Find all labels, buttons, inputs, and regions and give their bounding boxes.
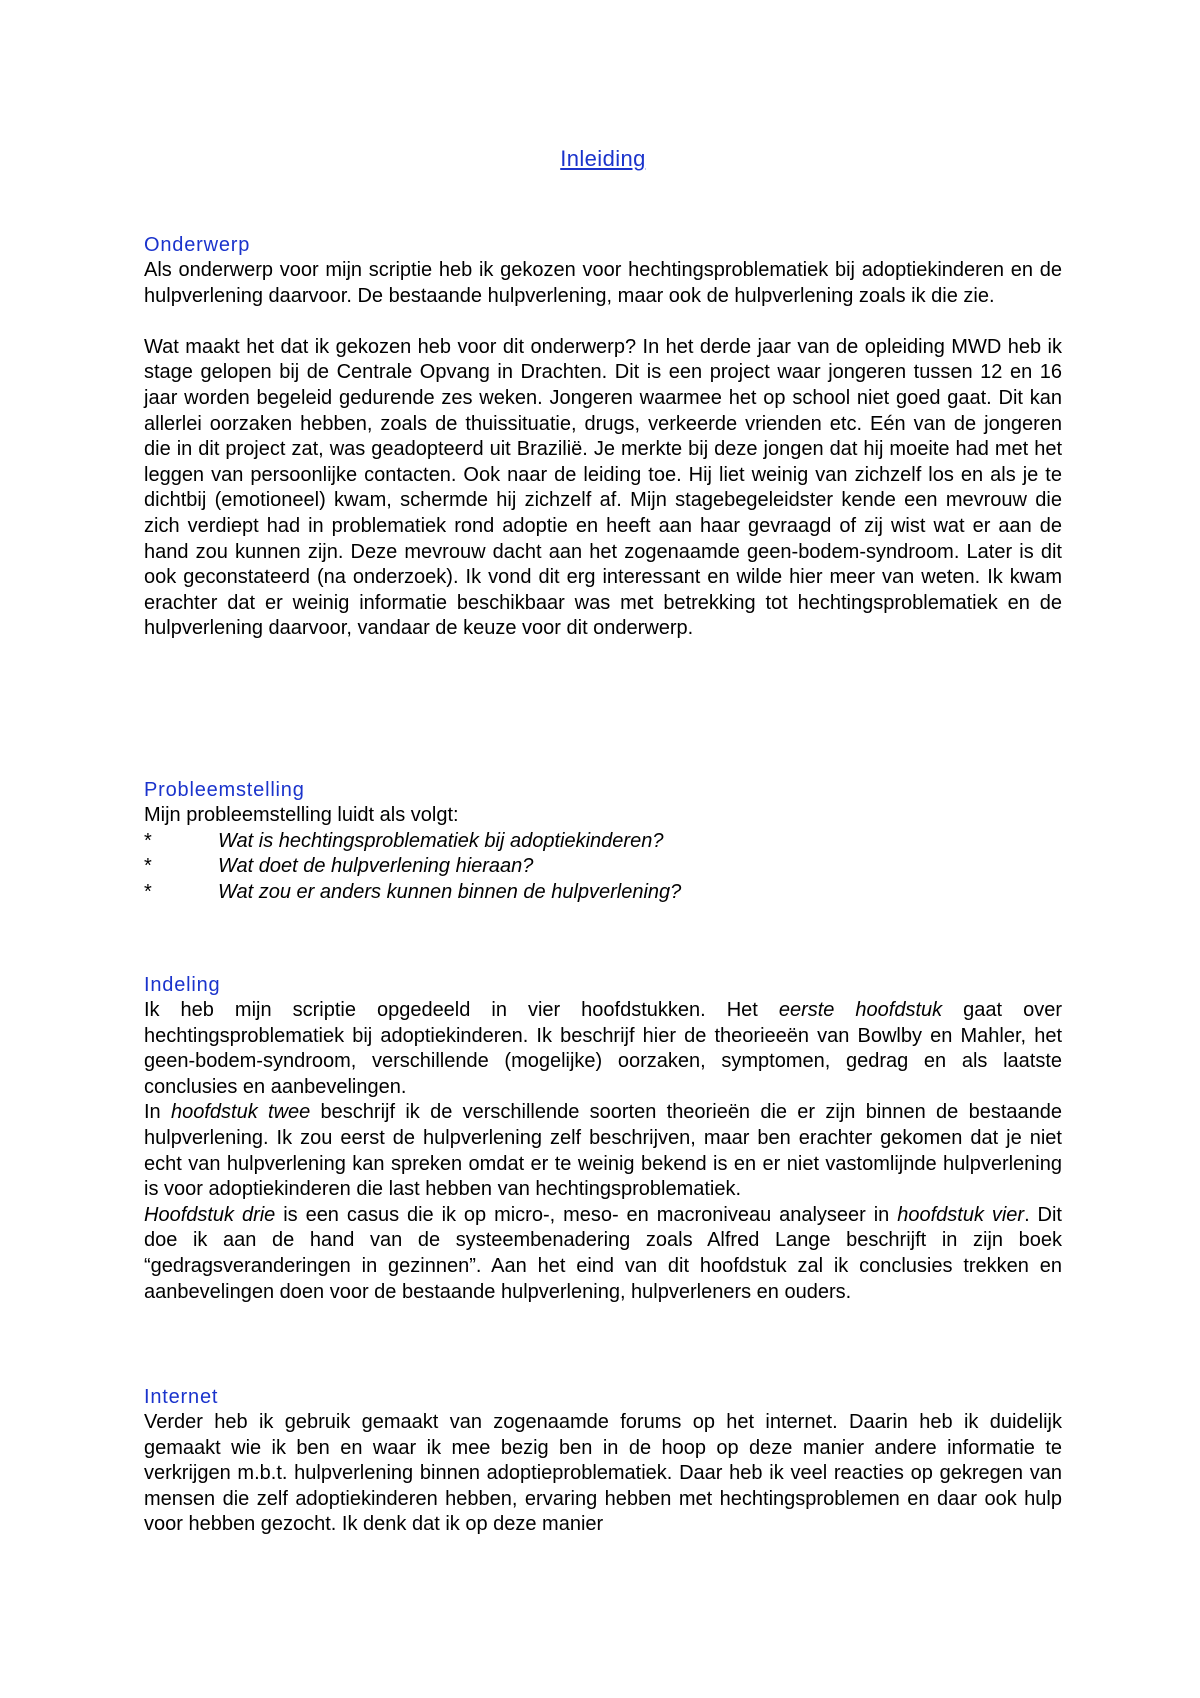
onderwerp-paragraph-2: Wat maakt het dat ik gekozen heb voor dit onderwerp? In het derde jaar van de opleiding MWD heb ik stage gelopen bij de Centrale Opvang in Drachten. Dit is een project waar jongeren tussen 12 en 16 jaar worden begeleid gedurende zes weken. Jongeren waarmee het op school niet goed gaat. Dit kan allerlei oorzaken hebben, zoals de thuissituatie, drugs, verkeerde vrienden etc. Eén van de jongeren die in dit project zat, was geadopteerd uit Brazilië. Je merkte bij deze jongen dat hij moeite had met het leggen van persoonlijke contacten. Ook naar de leiding toe. Hij liet weinig van zichzelf los en als je te dichtbij (emotioneel) kwam, schermde hij zichzelf af. Mijn stagebegeleidster kende een mevrouw die zich verdiept had in problematiek rond adoptie en heeft aan haar gevraagd of zij wist wat er aan de hand zou kunnen zijn. Deze mevrouw dacht aan het zogenaamde geen-bodem-syndroom. Later is dit ook geconstateerd (na onderzoek). Ik vond dit erg interessant en wilde hier meer van weten. Ik kwam erachter dat er weinig informatie beschikbaar was met betrekking tot hechtingsproblematiek en de hulpverlening daarvoor, vandaar de keuze voor dit onderwerp. [144, 335, 1062, 640]
list-item [144, 880, 1062, 906]
indeling-paragraph-1 [144, 998, 1062, 1100]
indeling-paragraph-2 [144, 1100, 1062, 1202]
text-run: is een casus die ik op micro-, meso- en macroniveau analyseer in [275, 1203, 898, 1226]
heading-onderwerp: Onderwerp [144, 234, 251, 256]
page-title: Inleiding [560, 146, 646, 171]
list-item-text: Wat zou er anders kunnen binnen de hulpverlening? [218, 880, 682, 903]
section-onderwerp [144, 233, 1062, 642]
emphasis-text: Hoofdstuk drie [144, 1203, 276, 1226]
emphasis-text: hoofdstuk vier [897, 1203, 1025, 1226]
onderwerp-paragraph-1: Als onderwerp voor mijn scriptie heb ik gekozen voor hechtingsproblematiek bij adoptiekinderen en de hulpverlening daarvoor. De bestaande hulpverlening, maar ook de hulpverlening zoals ik die zie. [144, 259, 1062, 307]
section-indeling [144, 973, 1062, 1305]
list-item [144, 829, 1062, 855]
list-item-text: Wat doet de hulpverlening hieraan? [218, 855, 534, 878]
internet-paragraph-1: Verder heb ik gebruik gemaakt van zogenaamde forums op het internet. Daarin heb ik duidelijk gemaakt wie ik ben en waar ik mee bezig ben in de hoop op deze manier andere informatie te verkrijgen m.b.t. hulpverlening binnen adoptieproblematiek. Daar heb ik veel reacties op gekregen van mensen die zelf adoptiekinderen hebben, ervaring hebben met hechtingsproblemen en daar ook hulp voor hebben gezocht. Ik denk dat ik op deze manier [144, 1411, 1062, 1536]
section-probleemstelling [144, 778, 1062, 905]
text-run: beschrijf ik de verschillende soorten theorieën die er zijn binnen de bestaande hulpverlening. Ik zou eerst de hulpverlening zelf beschrijven, maar ben erachter gekomen dat je niet echt van hulpverlening kan spreken omdat er te weinig bekend is en er niet vastomlijnde hulpverlening is voor adoptiekinderen die last hebben van hechtingsproblematiek. [144, 1101, 1063, 1201]
text-run: . Dit doe ik aan de hand van de systeembenadering zoals Alfred Lange beschrijft in zijn boek “gedragsveranderingen in gezinnen”. Aan het eind van dit hoofdstuk zal ik conclusies trekken en aanbevelingen doen voor de bestaande hulpverlening, hulpverleners en ouders. [144, 1203, 1062, 1303]
bullet-mark: * [144, 880, 152, 903]
section-internet [144, 1385, 1062, 1538]
emphasis-text: hoofdstuk twee [170, 1101, 311, 1124]
text-run: gaat over hechtingsproblematiek bij adoptiekinderen. Ik beschrijf hier de theorieeën van Bowlby en Mahler, het geen-bodem-syndroom, verschillende (mogelijke) oorzaken, symptomen, gedrag en als laatste conclusies en aanbevelingen. [144, 999, 1062, 1098]
emphasis-text: eerste hoofdstuk [778, 999, 943, 1021]
probleemstelling-intro: Mijn probleemstelling luidt als volgt: [144, 804, 459, 826]
heading-probleemstelling: Probleemstelling [144, 779, 305, 801]
list-item [144, 854, 1062, 880]
heading-indeling: Indeling [144, 974, 221, 996]
heading-internet: Internet [144, 1386, 219, 1408]
bullet-mark: * [144, 829, 152, 852]
indeling-paragraph-3 [144, 1203, 1062, 1305]
bullet-mark: * [144, 855, 152, 878]
text-run: Ik heb mijn scriptie opgedeeld in vier hoofdstukken. Het [144, 999, 779, 1021]
text-run: In [144, 1101, 171, 1124]
list-item-text: Wat is hechtingsproblematiek bij adoptiekinderen? [218, 829, 664, 852]
